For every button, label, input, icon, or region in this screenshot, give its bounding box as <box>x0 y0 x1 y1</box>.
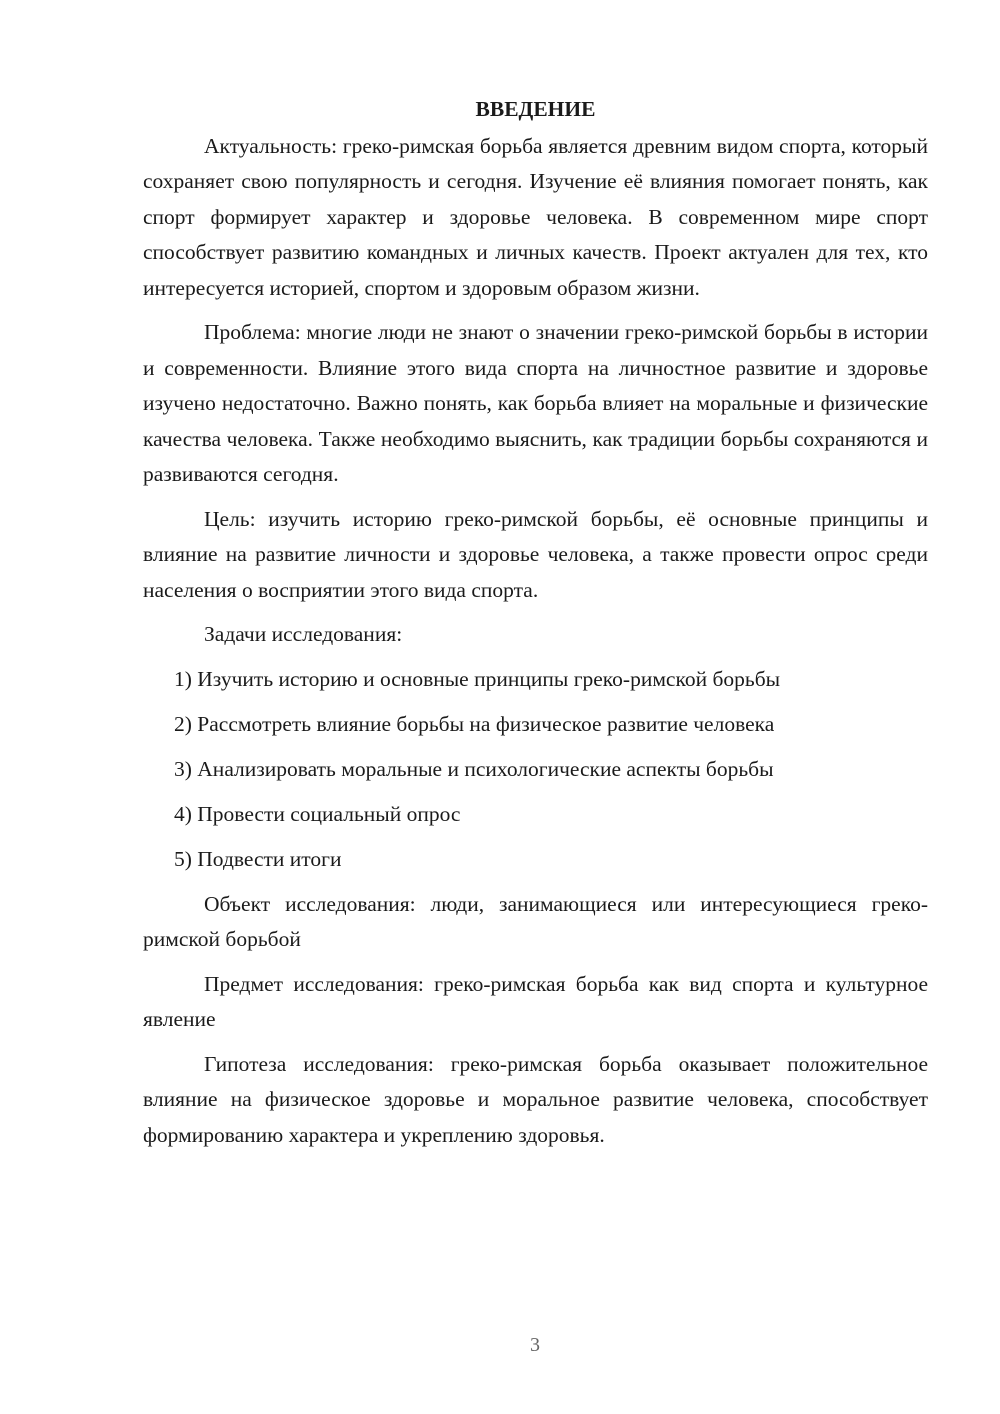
paragraph-problem: Проблема: многие люди не знают о значении греко-римской борьбы в истории и современности. Влияние этого вида спорта на личностное развитие и здоровье изучено недостаточно. Важно понять, как борьба влияет на моральные и физические качества человека. Также необходимо выяснить, как традиции борьбы сохраняются и развиваются сегодня. <box>143 320 928 486</box>
page-content <box>143 92 928 1162</box>
task-list <box>143 662 928 878</box>
list-item: 4) Провести социальный опрос <box>174 801 461 826</box>
list-item: 3) Анализировать моральные и психологические аспекты борьбы <box>174 756 774 781</box>
paragraph-goal: Цель: изучить историю греко-римской борьбы, её основные принципы и влияние на развитие личности и здоровье человека, а также провести опрос среди населения о восприятии этого вида спорта. <box>143 506 928 602</box>
page-number: 3 <box>530 1334 540 1356</box>
list-item: 1) Изучить историю и основные принципы греко-римской борьбы <box>174 666 781 691</box>
tasks-heading: Задачи исследования: <box>204 622 403 646</box>
list-item: 5) Подвести итоги <box>174 846 342 871</box>
paragraph-relevance: Актуальность: греко-римская борьба является древним видом спорта, который сохраняет свою популярность и сегодня. Изучение её влияния помогает понять, как спорт формирует характер и здоровье человека. В современном мире спорт способствует развитию командных и личных качеств. Проект актуален для тех, кто интересуется историей, спортом и здоровым образом жизни. <box>143 133 928 300</box>
page-title: ВВЕДЕНИЕ <box>475 97 596 121</box>
list-item: 2) Рассмотреть влияние борьбы на физическое развитие человека <box>174 711 775 736</box>
paragraph-object: Объект исследования: люди, занимающиеся или интересующиеся греко-римской борьбой <box>143 891 928 951</box>
paragraph-hypothesis: Гипотеза исследования: греко-римская борьба оказывает положительное влияние на физическое здоровье и моральное развитие человека, способствует формированию характера и укреплению здоровья. <box>143 1051 928 1147</box>
paragraph-subject: Предмет исследования: греко-римская борьба как вид спорта и культурное явление <box>143 971 928 1031</box>
